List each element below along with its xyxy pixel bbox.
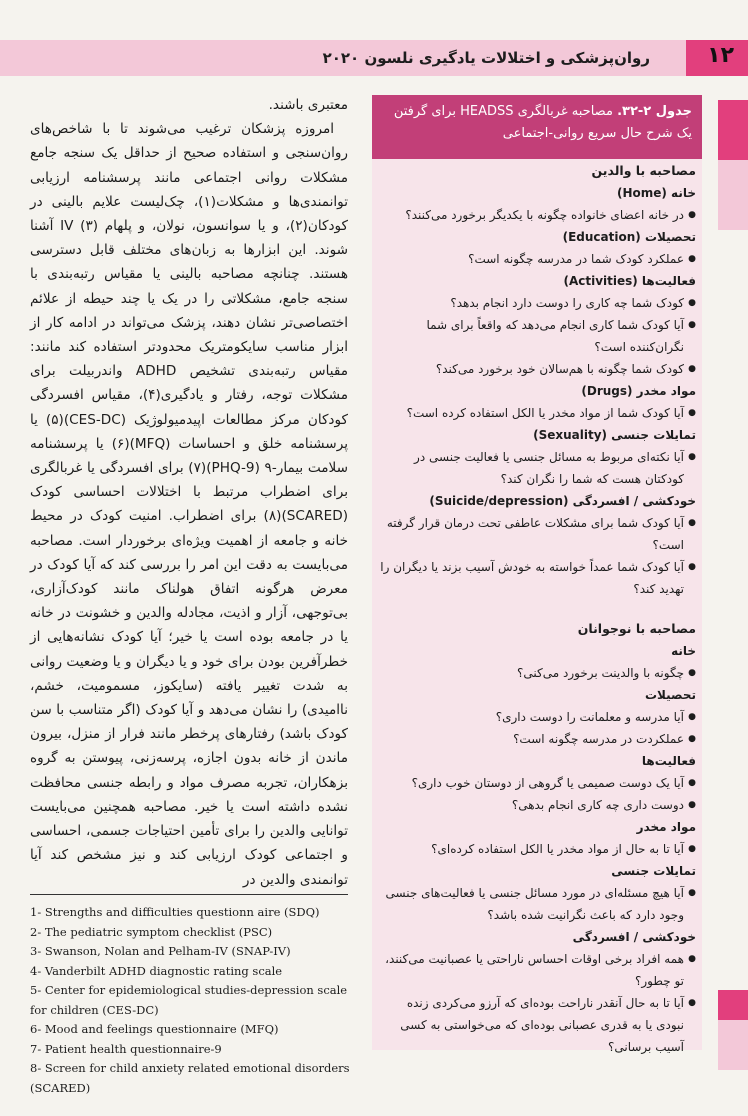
list-item: ● عملکردت در مدرسه چگونه است؟: [380, 728, 696, 750]
list-item: ● آیا تا به حال آنقدر ناراحت بوده‌ای که آرزو می‌کردی زنده نبودی یا به قدری عصبانی بوده‌ای که می‌خواستی به کسی آسیب برسانی؟: [380, 992, 696, 1058]
list-item: ● آیا هیچ مسئله‌ای در مورد مسائل جنسی یا فعالیت‌های جنسی وجود دارد که باعث نگرانیت شده باشد؟: [380, 882, 696, 926]
list-item: ● آیا کودک شما کاری انجام می‌دهد که واقعاً برای شما نگران‌کننده است؟: [380, 314, 696, 358]
list-item: ● دوست داری چه کاری انجام بدهی؟: [380, 794, 696, 816]
subsection-heading: خانه: [671, 644, 696, 658]
subsection-heading: فعالیت‌ها: [641, 754, 696, 768]
subsection-heading: مواد مخدر (Drugs): [581, 384, 696, 398]
subsection-heading: خودکشی / افسردگی: [572, 930, 696, 944]
footnote: 2- The pediatric symptom checklist (PSC): [30, 924, 273, 939]
page-number: ۱۲: [707, 43, 734, 68]
list-item: ● کودک شما چه کاری را دوست دارد انجام بدهد؟: [380, 292, 696, 314]
footnote: 1- Strengths and difficulties questionn aire (SDQ): [30, 905, 320, 919]
list-item: ● عملکرد کودک شما در مدرسه چگونه است؟: [380, 248, 696, 270]
side-tab-4: [718, 1020, 748, 1070]
parents-section-title: مصاحبه با والدین: [591, 163, 696, 178]
list-item: ● چگونه با والدینت برخورد می‌کنی؟: [380, 662, 696, 684]
footnote-rule: [30, 894, 348, 895]
list-item: ● آیا مدرسه و معلمانت را دوست داری؟: [380, 706, 696, 728]
paragraph-2: امروزه پزشکان ترغیب می‌شوند تا با شاخص‌های روان‌سنجی و استفاده صحیح از حداقل یک سنجه جامع مشکلات روانی اجتماعی مانند پرسشنامه ارزیابی توانمندی‌ها و مشکلات(۱)، چک‌لیست علایم بالینی در کودکان(۲)، و یا سوانسون، نولان، و پلهام IV (۳) آشنا شوند. این ابزارها به زبان‌های مختلف قابل دسترسی هستند. چنانچه مصاحبه بالینی یا مقیاس رتبه‌بندی با سنجه جامع، مشکلاتی را در یک یا چند حیطه از علائم اختصاصی‌تر نشان دهند، پزشک می‌تواند در ادامه کار از ابزار مناسب سایکومتریک محدودتر استفاده کند مانند: مقیاس رتبه‌بندی تشخیص ADHD واندربیلت برای مشکلات توجه، رفتار و یادگیری(۴)، مقیاس افسردگی کودکان مرکز مطالعات اپیدمیولوژیک (CES-DC)(۵) یا پرسشنامه خلق و احساسات (MFQ)(۶) یا پرسشنامه سلامت بیمار-۹ (PHQ-9)(۷) برای افسردگی یا غربالگری برای اضطراب مرتبط با اختلالات احساسی کودک (SCARED)(۸) برای اضطراب. امنیت کودک در محیط خانه و جامعه از اهمیت ویژه‌ای برخوردار است. مصاحبه می‌بایست به دقت این امر را بررسی کند که آیا کودک در معرض هرگونه اتفاق هولناک مانند کودک‌آزاری، بی‌توجهی، آزار و اذیت، مجادله والدین و خشونت در خانه یا در جامعه بوده است یا خیر؛ آیا کودک نشانه‌هایی از خطرآفرین بودن برای خود و یا دیگران و یا وضعیت روانی به شدت تغییر یافته (سایکوز، مسمومیت، خشم، ناامیدی) را نشان می‌دهد و آیا کودک (اگر متناسب با سن کودک باشد) رفتارهای پرخطر مانند فرار از منزل، بیرون ماندن از خانه بدون اجازه، پرسه‌زنی، پیوستن به گروه بزهکاران، تجربه مصرف مواد و رابطه جنسی محافظت نشده داشته است یا خیر. مصاحبه همچنین می‌بایست توانایی والدین را برای تأمین احتیاجات جسمی، احساسی و اجتماعی کودک ارزیابی کند و نیز مشخص کند آیا توانمندی والدین در: [30, 121, 348, 888]
running-title: روان‌پزشکی و اختلالات یادگیری نلسون ۲۰۲۰: [322, 49, 650, 67]
body-text-column: [30, 93, 348, 892]
list-item: ● همه افراد برخی اوقات احساس ناراحتی یا عصبانیت می‌کنند، تو چطور؟: [380, 948, 696, 992]
list-item: ● در خانه اعضای خانواده چگونه با یکدیگر برخورد می‌کنند؟: [380, 204, 696, 226]
subsection-heading: فعالیت‌ها (Activities): [563, 274, 696, 288]
footnote: 4- Vanderbilt ADHD diagnostic rating scale: [30, 963, 283, 978]
footnote: 6- Mood and feelings questionnaire (MFQ): [30, 1022, 279, 1036]
list-item: ● کودک شما چگونه با هم‌سالان خود برخورد می‌کند؟: [380, 358, 696, 380]
list-item: ● آیا یک دوست صمیمی یا گروهی از دوستان خوب داری؟: [380, 772, 696, 794]
table-number: جدول ۲-۳۲.: [617, 104, 692, 119]
subsection-heading: مواد مخدر: [636, 820, 696, 834]
side-tab-1: [718, 100, 748, 160]
paragraph-1: معتبری باشند.: [268, 97, 348, 113]
footnote: 3- Swanson, Nolan and Pelham-IV (SNAP-IV): [30, 944, 291, 958]
table-caption: [372, 95, 702, 159]
side-tab-3: [718, 990, 748, 1020]
list-item: ● آیا کودک شما برای مشکلات عاطفی تحت درمان قرار گرفته است؟: [380, 512, 696, 556]
table-body: [380, 160, 696, 1058]
subsection-heading: تحصیلات: [644, 688, 696, 702]
footnote: 7- Patient health questionnaire-9: [30, 1041, 222, 1056]
teens-section-title: مصاحبه با نوجوانان: [577, 621, 696, 636]
list-item: ● آیا نکته‌ای مربوط به مسائل جنسی یا فعالیت جنسی در کودکتان هست که شما را نگران کند؟: [380, 446, 696, 490]
subsection-heading: خانه (Home): [616, 186, 696, 200]
table-caption-text: مصاحبه غربالگری HEADSS برای گرفتن یک شرح حال سریع روانی-اجتماعی: [393, 104, 692, 141]
subsection-heading: تحصیلات (Education): [562, 230, 696, 244]
subsection-heading: تمایلات جنسی: [611, 864, 696, 878]
subsection-heading: تمایلات جنسی (Sexuality): [533, 428, 696, 442]
section-gap: [380, 600, 696, 618]
footnote: 5- Center for epidemiological studies-depression scale for children (CES-DC): [30, 983, 348, 1017]
subsection-heading: خودکشی / افسردگی (Suicide/depression): [429, 494, 696, 508]
footnote: 8- Screen for child anxiety related emotional disorders (SCARED): [30, 1061, 350, 1095]
side-tab-2: [718, 160, 748, 230]
footnotes: [30, 903, 355, 1098]
list-item: ● آیا کودک شما عمداً خواسته به خودش آسیب بزند یا دیگران را تهدید کند؟: [380, 556, 696, 600]
list-item: ● آیا تا به حال از مواد مخدر یا الکل استفاده کرده‌ای؟: [380, 838, 696, 860]
list-item: ● آیا کودک شما از مواد مخدر یا الکل استفاده کرده است؟: [380, 402, 696, 424]
